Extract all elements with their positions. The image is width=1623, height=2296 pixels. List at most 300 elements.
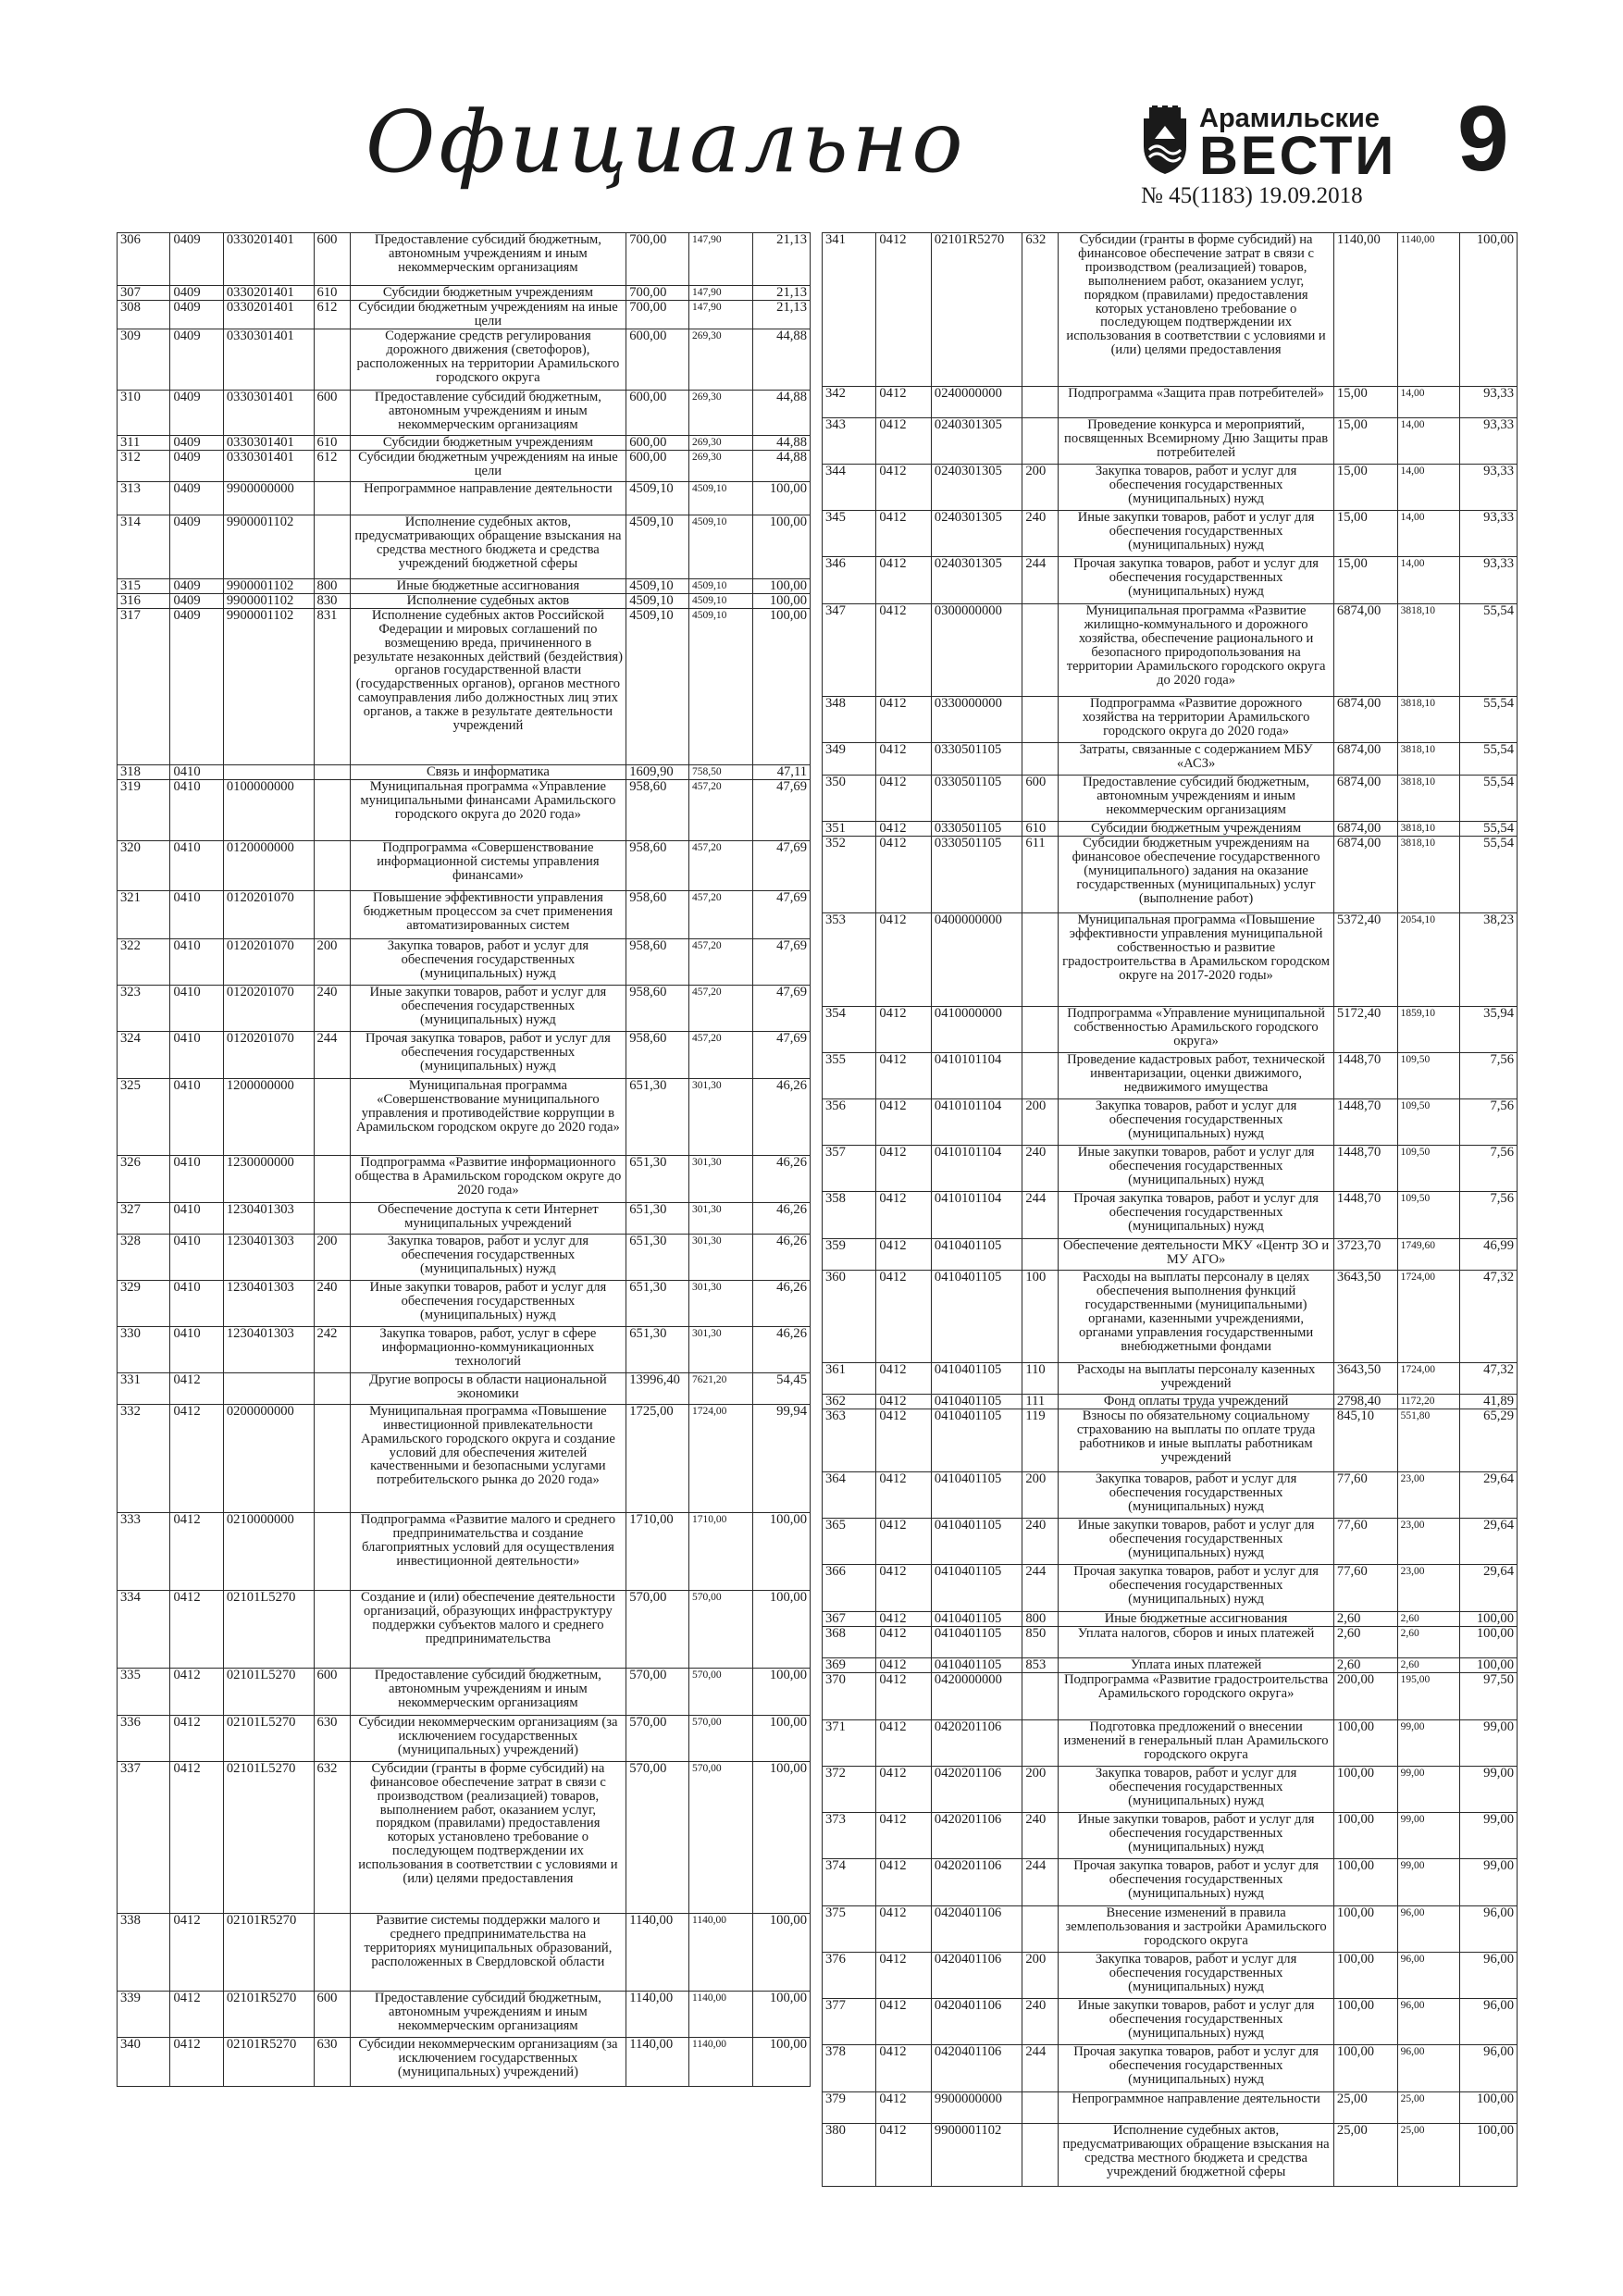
planned-amount: 25,00 [1333,2124,1397,2187]
row-number: 336 [118,1715,170,1761]
planned-amount: 6874,00 [1333,604,1397,697]
table-row [118,1404,811,1512]
section-code: 0409 [170,481,223,515]
planned-amount: 651,30 [626,1202,689,1234]
table-row [118,1280,811,1326]
planned-amount: 100,00 [1333,1999,1397,2045]
planned-amount: 4509,10 [626,593,689,608]
planned-amount: 700,00 [626,286,689,301]
table-row [118,593,811,608]
executed-amount: 14,00 [1397,557,1460,604]
section-code: 0412 [876,1363,932,1395]
section-code: 0412 [876,1192,932,1239]
section-code: 0410 [170,779,223,840]
budget-table-right [822,232,1518,2187]
execution-percent: 55,54 [1460,822,1518,837]
target-article-code: 0330201401 [223,301,314,329]
section-code: 0409 [170,515,223,578]
expense-name: Иные закупки товаров, работ и услуг для обеспечения государственных (муниципальных) нужд [1059,1519,1334,1565]
section-code: 0412 [876,418,932,465]
target-article-code: 0410401105 [931,1565,1022,1612]
expense-name: Обеспечение доступа к сети Интернет муниципальных учреждений [350,1202,626,1234]
planned-amount: 5372,40 [1333,913,1397,1007]
expense-type-code: 244 [1022,1565,1059,1612]
planned-amount: 651,30 [626,1326,689,1372]
expense-type-code: 119 [1022,1409,1059,1472]
section-code: 0412 [876,1099,932,1146]
expense-type-code: 632 [314,1761,350,1913]
table-row [118,764,811,779]
expense-type-code [314,1590,350,1668]
section-code: 0412 [876,822,932,837]
section-code: 0410 [170,840,223,890]
execution-percent: 46,26 [752,1280,810,1326]
expense-type-code: 240 [314,985,350,1031]
section-code: 0412 [876,1565,932,1612]
expense-type-code [314,1913,350,1991]
row-number: 344 [823,465,876,511]
expense-type-code: 200 [314,938,350,985]
executed-amount: 3818,10 [1397,604,1460,697]
planned-amount: 1140,00 [626,1991,689,2037]
executed-amount: 301,30 [689,1326,753,1372]
table-row [118,779,811,840]
execution-percent: 96,00 [1460,1953,1518,1999]
section-code: 0410 [170,1155,223,1202]
expense-type-code: 853 [1022,1658,1059,1673]
execution-percent: 29,64 [1460,1565,1518,1612]
planned-amount: 600,00 [626,435,689,450]
expense-type-code: 600 [314,1668,350,1715]
expense-name: Непрограммное направление деятельности [1059,2092,1334,2124]
planned-amount: 651,30 [626,1078,689,1155]
planned-amount: 1448,70 [1333,1053,1397,1099]
table-row [118,286,811,301]
expense-name: Прочая закупка товаров, работ и услуг для обеспечения государственных (муниципальных) нужд [1059,557,1334,604]
row-number: 368 [823,1627,876,1658]
executed-amount: 1140,00 [689,1991,753,2037]
target-article-code: 0240301305 [931,418,1022,465]
expense-type-code: 200 [1022,1953,1059,1999]
executed-amount: 99,00 [1397,1859,1460,1906]
section-code: 0412 [876,1673,932,1720]
section-code: 0409 [170,286,223,301]
target-article-code: 0330301401 [223,435,314,450]
section-code: 0412 [170,1991,223,2037]
section-code: 0412 [876,2124,932,2187]
table-row [118,1761,811,1913]
expense-type-code [314,1078,350,1155]
table-row [823,1099,1518,1146]
expense-name: Иные закупки товаров, работ и услуг для обеспечения государственных (муниципальных) нужд [1059,1813,1334,1859]
expense-name: Предоставление субсидий бюджетным, автономным учреждениям и иным некоммерческим организациям [350,233,626,286]
table-row [118,233,811,286]
target-article-code: 0330501105 [931,822,1022,837]
target-article-code: 0120201070 [223,1031,314,1078]
execution-percent: 96,00 [1460,2045,1518,2092]
table-row [823,1813,1518,1859]
row-number: 355 [823,1053,876,1099]
execution-percent: 44,88 [752,435,810,450]
expense-name: Субсидии некоммерческим организациям (за исключением государственных (муниципальных) учреждений) [350,1715,626,1761]
table-row [823,2045,1518,2092]
table-row [118,435,811,450]
target-article-code: 0120201070 [223,938,314,985]
execution-percent: 100,00 [1460,1612,1518,1627]
row-number: 306 [118,233,170,286]
execution-percent: 7,56 [1460,1053,1518,1099]
executed-amount: 4509,10 [689,608,753,764]
table-row [823,776,1518,822]
expense-name: Подпрограмма «Совершенствование информационной системы управления финансами» [350,840,626,890]
execution-percent: 100,00 [1460,1658,1518,1673]
expense-name: Подпрограмма «Развитие малого и среднего предпринимательства и создание благоприятных условий для осуществления инвестиционной деятельности» [350,1512,626,1590]
row-number: 340 [118,2037,170,2086]
section-code: 0412 [876,1767,932,1813]
executed-amount: 14,00 [1397,418,1460,465]
section-code: 0412 [876,1271,932,1363]
expense-type-code: 830 [314,593,350,608]
section-code: 0412 [876,697,932,743]
executed-amount: 25,00 [1397,2124,1460,2187]
table-row [118,608,811,764]
row-number: 378 [823,2045,876,2092]
table-row [823,387,1518,418]
target-article-code: 0330000000 [931,697,1022,743]
expense-name: Закупка товаров, работ и услуг для обеспечения государственных (муниципальных) нужд [350,1234,626,1280]
expense-name: Уплата иных платежей [1059,1658,1334,1673]
row-number: 319 [118,779,170,840]
executed-amount: 147,90 [689,286,753,301]
table-row [118,1078,811,1155]
executed-amount: 3818,10 [1397,697,1460,743]
target-article-code: 0420401106 [931,2045,1022,2092]
brand-subtitle: Арамильские [1199,104,1380,133]
row-number: 373 [823,1813,876,1859]
expense-type-code: 200 [1022,1767,1059,1813]
expense-type-code: 240 [1022,1146,1059,1192]
target-article-code: 0410401105 [931,1409,1022,1472]
expense-name: Субсидии бюджетным учреждениям на финансовое обеспечение государственного (муниципального) задания на оказание государственных (муниципальных) услуг (выполнение работ) [1059,837,1334,913]
target-article-code: 0330501105 [931,743,1022,776]
target-article-code: 0330301401 [223,450,314,481]
execution-percent: 97,50 [1460,1673,1518,1720]
table-row [118,1202,811,1234]
expense-type-code: 610 [314,286,350,301]
expense-name: Предоставление субсидий бюджетным, автономным учреждениям и иным некоммерческим организациям [350,1991,626,2037]
row-number: 331 [118,1372,170,1404]
row-number: 353 [823,913,876,1007]
planned-amount: 1725,00 [626,1404,689,1512]
planned-amount: 1448,70 [1333,1146,1397,1192]
brand-name: ВЕСТИ [1199,126,1397,186]
executed-amount: 2,60 [1397,1627,1460,1658]
expense-name: Создание и (или) обеспечение деятельности организаций, образующих инфраструктуру поддержки субъектов малого и среднего предпринимательства [350,1590,626,1668]
table-row [118,450,811,481]
target-article-code: 0240000000 [931,387,1022,418]
expense-name: Проведение кадастровых работ, технической инвентаризации, оценки движимого, недвижимого имущества [1059,1053,1334,1099]
table-row [118,1668,811,1715]
planned-amount: 5172,40 [1333,1007,1397,1053]
issue-date: № 45(1183) 19.09.2018 [1141,183,1363,208]
target-article-code: 0200000000 [223,1404,314,1512]
execution-percent: 100,00 [752,1715,810,1761]
target-article-code: 0410101104 [931,1099,1022,1146]
expense-type-code [1022,1720,1059,1767]
expense-type-code: 630 [314,2037,350,2086]
row-number: 365 [823,1519,876,1565]
expense-type-code: 242 [314,1326,350,1372]
row-number: 314 [118,515,170,578]
table-row [823,1239,1518,1271]
expense-name: Уплата налогов, сборов и иных платежей [1059,1627,1334,1658]
expense-type-code [1022,1906,1059,1953]
expense-type-code [1022,418,1059,465]
execution-percent: 93,33 [1460,511,1518,557]
executed-amount: 1724,00 [689,1404,753,1512]
execution-percent: 96,00 [1460,1999,1518,2045]
expense-type-code [1022,1007,1059,1053]
executed-amount: 4509,10 [689,515,753,578]
execution-percent: 99,00 [1460,1720,1518,1767]
planned-amount: 1140,00 [626,1913,689,1991]
row-number: 347 [823,604,876,697]
section-code: 0409 [170,301,223,329]
row-number: 356 [823,1099,876,1146]
table-row [823,1612,1518,1627]
execution-percent: 55,54 [1460,604,1518,697]
target-article-code: 02101L5270 [223,1590,314,1668]
executed-amount: 570,00 [689,1668,753,1715]
expense-name: Иные закупки товаров, работ и услуг для обеспечения государственных (муниципальных) нужд [1059,1999,1334,2045]
execution-percent: 44,88 [752,329,810,390]
expense-type-code: 200 [1022,465,1059,511]
executed-amount: 3818,10 [1397,822,1460,837]
table-row [823,1192,1518,1239]
section-code: 0412 [876,465,932,511]
row-number: 342 [823,387,876,418]
executed-amount: 1140,00 [689,1913,753,1991]
table-row [823,743,1518,776]
expense-name: Подпрограмма «Развитие градостроительства Арамильского городского округа» [1059,1673,1334,1720]
executed-amount: 4509,10 [689,578,753,593]
coat-of-arms-icon [1138,105,1192,176]
execution-percent: 47,69 [752,779,810,840]
planned-amount: 600,00 [626,390,689,435]
execution-percent: 93,33 [1460,418,1518,465]
execution-percent: 41,89 [1460,1395,1518,1409]
row-number: 359 [823,1239,876,1271]
execution-percent: 54,45 [752,1372,810,1404]
expense-type-code: 244 [1022,2045,1059,2092]
expense-name: Проведение конкурса и мероприятий, посвященных Всемирному Дню Защиты прав потребителей [1059,418,1334,465]
row-number: 328 [118,1234,170,1280]
table-row [823,1859,1518,1906]
expense-type-code: 831 [314,608,350,764]
planned-amount: 1448,70 [1333,1192,1397,1239]
target-article-code: 0410401105 [931,1363,1022,1395]
target-article-code [223,1372,314,1404]
expense-name: Прочая закупка товаров, работ и услуг для обеспечения государственных (муниципальных) нужд [1059,2045,1334,2092]
target-article-code: 02101L5270 [223,1761,314,1913]
expense-type-code: 610 [1022,822,1059,837]
row-number: 324 [118,1031,170,1078]
row-number: 312 [118,450,170,481]
row-number: 323 [118,985,170,1031]
expense-type-code [314,890,350,938]
execution-percent: 55,54 [1460,697,1518,743]
section-code: 0410 [170,1326,223,1372]
section-code: 0412 [876,1519,932,1565]
expense-name: Субсидии бюджетным учреждениям [350,286,626,301]
target-article-code: 0410401105 [931,1612,1022,1627]
executed-amount: 3818,10 [1397,776,1460,822]
target-article-code: 0410101104 [931,1146,1022,1192]
expense-name: Непрограммное направление деятельности [350,481,626,515]
executed-amount: 99,00 [1397,1813,1460,1859]
expense-name: Подготовка предложений о внесении изменений в генеральный план Арамильского городского округа [1059,1720,1334,1767]
target-article-code: 0120000000 [223,840,314,890]
row-number: 333 [118,1512,170,1590]
section-code: 0412 [170,1404,223,1512]
table-row [823,418,1518,465]
planned-amount: 6874,00 [1333,822,1397,837]
execution-percent: 93,33 [1460,557,1518,604]
expense-type-code: 240 [1022,1999,1059,2045]
planned-amount: 15,00 [1333,418,1397,465]
planned-amount: 6874,00 [1333,743,1397,776]
table-row [823,1395,1518,1409]
planned-amount: 958,60 [626,779,689,840]
table-row [823,1519,1518,1565]
target-article-code: 02101R5270 [223,1913,314,1991]
execution-percent: 46,26 [752,1326,810,1372]
expense-name: Исполнение судебных актов [350,593,626,608]
expense-type-code [1022,2092,1059,2124]
target-article-code: 0100000000 [223,779,314,840]
execution-percent: 44,88 [752,390,810,435]
executed-amount: 301,30 [689,1078,753,1155]
target-article-code: 0330501105 [931,776,1022,822]
row-number: 327 [118,1202,170,1234]
planned-amount: 15,00 [1333,557,1397,604]
executed-amount: 96,00 [1397,1953,1460,1999]
table-row [823,1767,1518,1813]
expense-name: Содержание средств регулирования дорожного движения (светофоров), расположенных на территории Арамильского городского округа [350,329,626,390]
table-row [823,2124,1518,2187]
section-code: 0412 [876,1612,932,1627]
planned-amount: 100,00 [1333,1859,1397,1906]
section-code: 0412 [876,557,932,604]
execution-percent: 21,13 [752,233,810,286]
executed-amount: 1749,60 [1397,1239,1460,1271]
row-number: 310 [118,390,170,435]
executed-amount: 269,30 [689,450,753,481]
table-row [118,1512,811,1590]
planned-amount: 958,60 [626,1031,689,1078]
expense-type-code [1022,1053,1059,1099]
table-row [118,329,811,390]
table-row [118,578,811,593]
target-article-code: 0240301305 [931,511,1022,557]
section-code: 0412 [876,1053,932,1099]
section-code: 0412 [876,1720,932,1767]
executed-amount: 1859,10 [1397,1007,1460,1053]
execution-percent: 47,69 [752,938,810,985]
section-code: 0412 [170,1761,223,1913]
execution-percent: 99,00 [1460,1767,1518,1813]
planned-amount: 570,00 [626,1668,689,1715]
expense-name: Субсидии бюджетным учреждениям на иные цели [350,450,626,481]
section-title: Официально [365,93,967,192]
execution-percent: 44,88 [752,450,810,481]
section-code: 0412 [170,2037,223,2086]
row-number: 351 [823,822,876,837]
execution-percent: 100,00 [752,1668,810,1715]
planned-amount: 600,00 [626,450,689,481]
execution-percent: 7,56 [1460,1146,1518,1192]
table-row [118,390,811,435]
expense-type-code [314,840,350,890]
planned-amount: 4509,10 [626,481,689,515]
expense-name: Обеспечение деятельности МКУ «Центр ЗО и МУ АГО» [1059,1239,1334,1271]
target-article-code: 0410401105 [931,1271,1022,1363]
row-number: 352 [823,837,876,913]
section-code: 0412 [876,1999,932,2045]
planned-amount: 4509,10 [626,515,689,578]
expense-name: Закупка товаров, работ, услуг в сфере информационно-коммуникационных технологий [350,1326,626,1372]
section-code: 0410 [170,1078,223,1155]
execution-percent: 100,00 [752,481,810,515]
section-code: 0412 [876,1395,932,1409]
executed-amount: 99,00 [1397,1720,1460,1767]
execution-percent: 100,00 [752,2037,810,2086]
executed-amount: 301,30 [689,1155,753,1202]
expense-name: Субсидии бюджетным учреждениям [1059,822,1334,837]
expense-type-code [1022,743,1059,776]
row-number: 334 [118,1590,170,1668]
execution-percent: 47,32 [1460,1363,1518,1395]
expense-name: Взносы по обязательному социальному страхованию на выплаты по оплате труда работников и иные выплаты работникам учреждений [1059,1409,1334,1472]
target-article-code: 9900000000 [223,481,314,515]
executed-amount: 457,20 [689,985,753,1031]
expense-name: Повышение эффективности управления бюджетным процессом за счет применения автоматизированных систем [350,890,626,938]
expense-type-code [314,1404,350,1512]
planned-amount: 3643,50 [1333,1271,1397,1363]
table-row [823,1658,1518,1673]
budget-table-left [117,232,811,2087]
execution-percent: 21,13 [752,286,810,301]
expense-name: Подпрограмма «Развитие дорожного хозяйства на территории Арамильского городского округа до 2020 года» [1059,697,1334,743]
table-row [118,1590,811,1668]
expense-type-code [1022,697,1059,743]
expense-name: Закупка товаров, работ и услуг для обеспечения государственных (муниципальных) нужд [1059,465,1334,511]
expense-name: Затраты, связанные с содержанием МБУ «АСЗ» [1059,743,1334,776]
target-article-code: 9900001102 [223,578,314,593]
row-number: 335 [118,1668,170,1715]
execution-percent: 47,69 [752,1031,810,1078]
planned-amount: 1140,00 [1333,233,1397,387]
executed-amount: 7621,20 [689,1372,753,1404]
table-row [823,465,1518,511]
executed-amount: 1724,00 [1397,1363,1460,1395]
expense-name: Закупка товаров, работ и услуг для обеспечения государственных (муниципальных) нужд [1059,1767,1334,1813]
section-code: 0409 [170,233,223,286]
executed-amount: 758,50 [689,764,753,779]
section-code: 0412 [170,1590,223,1668]
row-number: 332 [118,1404,170,1512]
planned-amount: 77,60 [1333,1565,1397,1612]
